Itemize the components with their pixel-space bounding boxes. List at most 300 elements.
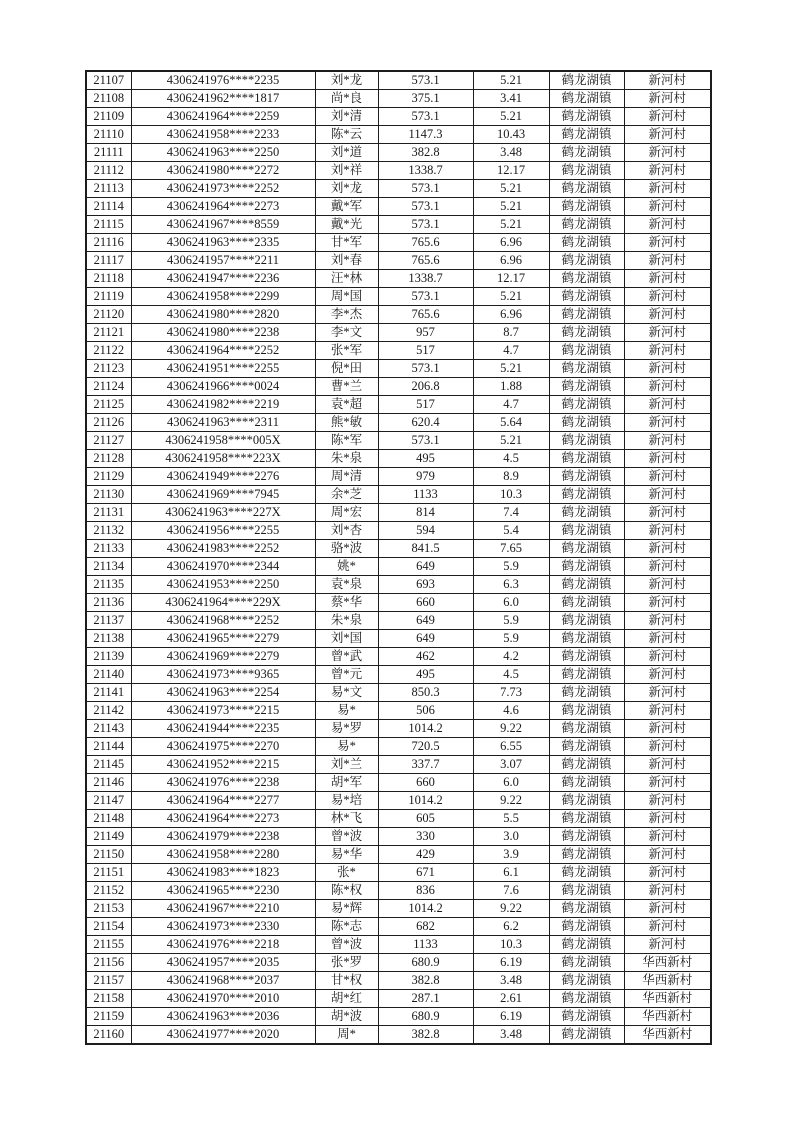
name-cell: 刘*国 xyxy=(315,630,378,648)
value1-cell: 573.1 xyxy=(378,216,473,234)
value1-cell: 382.8 xyxy=(378,972,473,990)
row-number-cell: 21158 xyxy=(86,990,131,1008)
name-cell: 李*文 xyxy=(315,324,378,342)
value2-cell: 3.48 xyxy=(473,1026,549,1045)
id-number-cell: 4306241949****2276 xyxy=(131,468,315,486)
value1-cell: 1338.7 xyxy=(378,162,473,180)
village-cell: 新河村 xyxy=(624,756,711,774)
value2-cell: 6.96 xyxy=(473,252,549,270)
value1-cell: 206.8 xyxy=(378,378,473,396)
town-cell: 鹤龙湖镇 xyxy=(549,576,624,594)
row-number-cell: 21152 xyxy=(86,882,131,900)
value2-cell: 5.21 xyxy=(473,360,549,378)
value1-cell: 337.7 xyxy=(378,756,473,774)
town-cell: 鹤龙湖镇 xyxy=(549,612,624,630)
id-number-cell: 4306241967****2210 xyxy=(131,900,315,918)
village-cell: 新河村 xyxy=(624,144,711,162)
value1-cell: 1133 xyxy=(378,486,473,504)
table-row xyxy=(86,594,711,612)
value2-cell: 5.21 xyxy=(473,198,549,216)
town-cell: 鹤龙湖镇 xyxy=(549,702,624,720)
town-cell: 鹤龙湖镇 xyxy=(549,954,624,972)
value2-cell: 6.1 xyxy=(473,864,549,882)
village-cell: 新河村 xyxy=(624,828,711,846)
table-row xyxy=(86,486,711,504)
village-cell: 新河村 xyxy=(624,630,711,648)
town-cell: 鹤龙湖镇 xyxy=(549,900,624,918)
id-number-cell: 4306241964****2277 xyxy=(131,792,315,810)
town-cell: 鹤龙湖镇 xyxy=(549,918,624,936)
name-cell: 朱*泉 xyxy=(315,612,378,630)
town-cell: 鹤龙湖镇 xyxy=(549,396,624,414)
row-number-cell: 21113 xyxy=(86,180,131,198)
value2-cell: 4.5 xyxy=(473,666,549,684)
value2-cell: 10.43 xyxy=(473,126,549,144)
village-cell: 新河村 xyxy=(624,90,711,108)
village-cell: 新河村 xyxy=(624,180,711,198)
table-row xyxy=(86,864,711,882)
town-cell: 鹤龙湖镇 xyxy=(549,1026,624,1045)
village-cell: 新河村 xyxy=(624,882,711,900)
value2-cell: 5.21 xyxy=(473,432,549,450)
row-number-cell: 21143 xyxy=(86,720,131,738)
value1-cell: 382.8 xyxy=(378,1026,473,1045)
table-row xyxy=(86,234,711,252)
town-cell: 鹤龙湖镇 xyxy=(549,288,624,306)
name-cell: 曾*元 xyxy=(315,666,378,684)
value1-cell: 1014.2 xyxy=(378,900,473,918)
village-cell: 新河村 xyxy=(624,342,711,360)
id-number-cell: 4306241980****2820 xyxy=(131,306,315,324)
id-number-cell: 4306241958****2233 xyxy=(131,126,315,144)
value2-cell: 5.21 xyxy=(473,108,549,126)
id-number-cell: 4306241964****2252 xyxy=(131,342,315,360)
village-cell: 新河村 xyxy=(624,684,711,702)
name-cell: 易* xyxy=(315,738,378,756)
town-cell: 鹤龙湖镇 xyxy=(549,216,624,234)
value1-cell: 671 xyxy=(378,864,473,882)
village-cell: 新河村 xyxy=(624,774,711,792)
table-row xyxy=(86,504,711,522)
name-cell: 刘*龙 xyxy=(315,71,378,90)
row-number-cell: 21109 xyxy=(86,108,131,126)
value2-cell: 3.41 xyxy=(473,90,549,108)
row-number-cell: 21122 xyxy=(86,342,131,360)
table-row xyxy=(86,414,711,432)
id-number-cell: 4306241963****227X xyxy=(131,504,315,522)
id-number-cell: 4306241973****2330 xyxy=(131,918,315,936)
town-cell: 鹤龙湖镇 xyxy=(549,792,624,810)
town-cell: 鹤龙湖镇 xyxy=(549,684,624,702)
value1-cell: 620.4 xyxy=(378,414,473,432)
row-number-cell: 21107 xyxy=(86,71,131,90)
village-cell: 新河村 xyxy=(624,486,711,504)
id-number-cell: 4306241963****2335 xyxy=(131,234,315,252)
name-cell: 张*罗 xyxy=(315,954,378,972)
town-cell: 鹤龙湖镇 xyxy=(549,666,624,684)
town-cell: 鹤龙湖镇 xyxy=(549,198,624,216)
row-number-cell: 21138 xyxy=(86,630,131,648)
value1-cell: 429 xyxy=(378,846,473,864)
table-row xyxy=(86,756,711,774)
table-row xyxy=(86,90,711,108)
town-cell: 鹤龙湖镇 xyxy=(549,342,624,360)
value1-cell: 287.1 xyxy=(378,990,473,1008)
value2-cell: 3.48 xyxy=(473,972,549,990)
row-number-cell: 21139 xyxy=(86,648,131,666)
name-cell: 戴*军 xyxy=(315,198,378,216)
village-cell: 新河村 xyxy=(624,252,711,270)
name-cell: 易* xyxy=(315,702,378,720)
value1-cell: 517 xyxy=(378,396,473,414)
name-cell: 尚*良 xyxy=(315,90,378,108)
name-cell: 骆*波 xyxy=(315,540,378,558)
row-number-cell: 21141 xyxy=(86,684,131,702)
value2-cell: 6.19 xyxy=(473,954,549,972)
village-cell: 新河村 xyxy=(624,468,711,486)
value2-cell: 5.9 xyxy=(473,630,549,648)
id-number-cell: 4306241963****2254 xyxy=(131,684,315,702)
village-cell: 新河村 xyxy=(624,270,711,288)
value1-cell: 1147.3 xyxy=(378,126,473,144)
id-number-cell: 4306241956****2255 xyxy=(131,522,315,540)
name-cell: 胡*红 xyxy=(315,990,378,1008)
value1-cell: 680.9 xyxy=(378,1008,473,1026)
records-table xyxy=(85,70,712,1045)
village-cell: 新河村 xyxy=(624,108,711,126)
name-cell: 周*国 xyxy=(315,288,378,306)
value2-cell: 4.2 xyxy=(473,648,549,666)
table-row xyxy=(86,108,711,126)
value2-cell: 7.65 xyxy=(473,540,549,558)
value2-cell: 6.0 xyxy=(473,774,549,792)
value2-cell: 12.17 xyxy=(473,162,549,180)
row-number-cell: 21131 xyxy=(86,504,131,522)
table-row xyxy=(86,360,711,378)
table-row xyxy=(86,900,711,918)
row-number-cell: 21125 xyxy=(86,396,131,414)
town-cell: 鹤龙湖镇 xyxy=(549,71,624,90)
value2-cell: 4.6 xyxy=(473,702,549,720)
value2-cell: 7.6 xyxy=(473,882,549,900)
id-number-cell: 4306241958****2280 xyxy=(131,846,315,864)
id-number-cell: 4306241976****2235 xyxy=(131,71,315,90)
name-cell: 易*培 xyxy=(315,792,378,810)
name-cell: 曾*武 xyxy=(315,648,378,666)
row-number-cell: 21116 xyxy=(86,234,131,252)
table-row xyxy=(86,630,711,648)
name-cell: 曹*兰 xyxy=(315,378,378,396)
village-cell: 新河村 xyxy=(624,198,711,216)
name-cell: 刘*兰 xyxy=(315,756,378,774)
value2-cell: 9.22 xyxy=(473,900,549,918)
row-number-cell: 21133 xyxy=(86,540,131,558)
value1-cell: 660 xyxy=(378,774,473,792)
value1-cell: 814 xyxy=(378,504,473,522)
id-number-cell: 4306241951****2255 xyxy=(131,360,315,378)
id-number-cell: 4306241963****2311 xyxy=(131,414,315,432)
village-cell: 新河村 xyxy=(624,306,711,324)
id-number-cell: 4306241963****2036 xyxy=(131,1008,315,1026)
row-number-cell: 21135 xyxy=(86,576,131,594)
table-row xyxy=(86,396,711,414)
name-cell: 周*宏 xyxy=(315,504,378,522)
row-number-cell: 21136 xyxy=(86,594,131,612)
row-number-cell: 21111 xyxy=(86,144,131,162)
id-number-cell: 4306241965****2279 xyxy=(131,630,315,648)
row-number-cell: 21145 xyxy=(86,756,131,774)
town-cell: 鹤龙湖镇 xyxy=(549,468,624,486)
town-cell: 鹤龙湖镇 xyxy=(549,270,624,288)
table-row xyxy=(86,306,711,324)
name-cell: 胡*军 xyxy=(315,774,378,792)
id-number-cell: 4306241957****2035 xyxy=(131,954,315,972)
id-number-cell: 4306241963****2250 xyxy=(131,144,315,162)
table-row xyxy=(86,432,711,450)
name-cell: 周*清 xyxy=(315,468,378,486)
records-table-body xyxy=(86,71,711,1044)
value2-cell: 6.19 xyxy=(473,1008,549,1026)
value2-cell: 3.07 xyxy=(473,756,549,774)
table-row xyxy=(86,1008,711,1026)
village-cell: 新河村 xyxy=(624,864,711,882)
town-cell: 鹤龙湖镇 xyxy=(549,504,624,522)
name-cell: 戴*光 xyxy=(315,216,378,234)
value1-cell: 506 xyxy=(378,702,473,720)
id-number-cell: 4306241964****229X xyxy=(131,594,315,612)
name-cell: 陈*军 xyxy=(315,432,378,450)
village-cell: 新河村 xyxy=(624,234,711,252)
name-cell: 刘*道 xyxy=(315,144,378,162)
town-cell: 鹤龙湖镇 xyxy=(549,90,624,108)
value2-cell: 5.4 xyxy=(473,522,549,540)
table-row xyxy=(86,846,711,864)
village-cell: 华西新村 xyxy=(624,1026,711,1045)
table-row xyxy=(86,144,711,162)
table-row xyxy=(86,522,711,540)
village-cell: 新河村 xyxy=(624,810,711,828)
name-cell: 周* xyxy=(315,1026,378,1045)
village-cell: 华西新村 xyxy=(624,990,711,1008)
village-cell: 新河村 xyxy=(624,71,711,90)
row-number-cell: 21157 xyxy=(86,972,131,990)
name-cell: 倪*田 xyxy=(315,360,378,378)
value2-cell: 10.3 xyxy=(473,486,549,504)
table-row xyxy=(86,378,711,396)
value1-cell: 573.1 xyxy=(378,288,473,306)
value2-cell: 1.88 xyxy=(473,378,549,396)
row-number-cell: 21142 xyxy=(86,702,131,720)
table-row xyxy=(86,936,711,954)
village-cell: 新河村 xyxy=(624,288,711,306)
value1-cell: 765.6 xyxy=(378,252,473,270)
value1-cell: 680.9 xyxy=(378,954,473,972)
value1-cell: 573.1 xyxy=(378,360,473,378)
row-number-cell: 21117 xyxy=(86,252,131,270)
name-cell: 李*杰 xyxy=(315,306,378,324)
village-cell: 新河村 xyxy=(624,648,711,666)
table-row xyxy=(86,990,711,1008)
row-number-cell: 21150 xyxy=(86,846,131,864)
town-cell: 鹤龙湖镇 xyxy=(549,810,624,828)
value1-cell: 649 xyxy=(378,630,473,648)
id-number-cell: 4306241968****2037 xyxy=(131,972,315,990)
table-row xyxy=(86,540,711,558)
name-cell: 蔡*华 xyxy=(315,594,378,612)
value2-cell: 6.3 xyxy=(473,576,549,594)
town-cell: 鹤龙湖镇 xyxy=(549,432,624,450)
table-row xyxy=(86,774,711,792)
id-number-cell: 4306241953****2250 xyxy=(131,576,315,594)
name-cell: 陈*权 xyxy=(315,882,378,900)
id-number-cell: 4306241958****223X xyxy=(131,450,315,468)
id-number-cell: 4306241970****2010 xyxy=(131,990,315,1008)
value1-cell: 1133 xyxy=(378,936,473,954)
name-cell: 张* xyxy=(315,864,378,882)
id-number-cell: 4306241970****2344 xyxy=(131,558,315,576)
value1-cell: 841.5 xyxy=(378,540,473,558)
table-row xyxy=(86,972,711,990)
town-cell: 鹤龙湖镇 xyxy=(549,450,624,468)
id-number-cell: 4306241968****2252 xyxy=(131,612,315,630)
value1-cell: 462 xyxy=(378,648,473,666)
id-number-cell: 4306241958****005X xyxy=(131,432,315,450)
value2-cell: 4.7 xyxy=(473,396,549,414)
village-cell: 华西新村 xyxy=(624,1008,711,1026)
name-cell: 易*文 xyxy=(315,684,378,702)
village-cell: 新河村 xyxy=(624,414,711,432)
name-cell: 曾*波 xyxy=(315,936,378,954)
id-number-cell: 4306241966****0024 xyxy=(131,378,315,396)
value2-cell: 10.3 xyxy=(473,936,549,954)
town-cell: 鹤龙湖镇 xyxy=(549,252,624,270)
name-cell: 朱*泉 xyxy=(315,450,378,468)
table-row xyxy=(86,342,711,360)
town-cell: 鹤龙湖镇 xyxy=(549,846,624,864)
village-cell: 新河村 xyxy=(624,918,711,936)
name-cell: 袁*超 xyxy=(315,396,378,414)
row-number-cell: 21128 xyxy=(86,450,131,468)
id-number-cell: 4306241962****1817 xyxy=(131,90,315,108)
row-number-cell: 21110 xyxy=(86,126,131,144)
table-row xyxy=(86,558,711,576)
village-cell: 新河村 xyxy=(624,900,711,918)
value1-cell: 836 xyxy=(378,882,473,900)
value1-cell: 573.1 xyxy=(378,180,473,198)
village-cell: 新河村 xyxy=(624,738,711,756)
name-cell: 汪*林 xyxy=(315,270,378,288)
village-cell: 新河村 xyxy=(624,162,711,180)
value1-cell: 682 xyxy=(378,918,473,936)
town-cell: 鹤龙湖镇 xyxy=(549,774,624,792)
value1-cell: 720.5 xyxy=(378,738,473,756)
village-cell: 华西新村 xyxy=(624,972,711,990)
value1-cell: 660 xyxy=(378,594,473,612)
name-cell: 甘*权 xyxy=(315,972,378,990)
value1-cell: 517 xyxy=(378,342,473,360)
town-cell: 鹤龙湖镇 xyxy=(549,864,624,882)
value1-cell: 649 xyxy=(378,558,473,576)
value2-cell: 6.96 xyxy=(473,306,549,324)
row-number-cell: 21151 xyxy=(86,864,131,882)
id-number-cell: 4306241979****2238 xyxy=(131,828,315,846)
id-number-cell: 4306241973****2215 xyxy=(131,702,315,720)
town-cell: 鹤龙湖镇 xyxy=(549,414,624,432)
value1-cell: 649 xyxy=(378,612,473,630)
value2-cell: 7.4 xyxy=(473,504,549,522)
village-cell: 华西新村 xyxy=(624,954,711,972)
id-number-cell: 4306241980****2238 xyxy=(131,324,315,342)
row-number-cell: 21118 xyxy=(86,270,131,288)
value2-cell: 5.21 xyxy=(473,180,549,198)
table-row xyxy=(86,71,711,90)
village-cell: 新河村 xyxy=(624,324,711,342)
name-cell: 刘*春 xyxy=(315,252,378,270)
id-number-cell: 4306241980****2272 xyxy=(131,162,315,180)
value1-cell: 765.6 xyxy=(378,234,473,252)
town-cell: 鹤龙湖镇 xyxy=(549,630,624,648)
table-row xyxy=(86,720,711,738)
value2-cell: 6.55 xyxy=(473,738,549,756)
row-number-cell: 21137 xyxy=(86,612,131,630)
table-row xyxy=(86,450,711,468)
value2-cell: 5.64 xyxy=(473,414,549,432)
name-cell: 刘*清 xyxy=(315,108,378,126)
value2-cell: 4.5 xyxy=(473,450,549,468)
row-number-cell: 21132 xyxy=(86,522,131,540)
value1-cell: 693 xyxy=(378,576,473,594)
table-row xyxy=(86,576,711,594)
town-cell: 鹤龙湖镇 xyxy=(549,756,624,774)
name-cell: 张*军 xyxy=(315,342,378,360)
value2-cell: 8.9 xyxy=(473,468,549,486)
town-cell: 鹤龙湖镇 xyxy=(549,306,624,324)
name-cell: 易*辉 xyxy=(315,900,378,918)
value2-cell: 3.48 xyxy=(473,144,549,162)
value2-cell: 5.21 xyxy=(473,71,549,90)
village-cell: 新河村 xyxy=(624,666,711,684)
value1-cell: 850.3 xyxy=(378,684,473,702)
value2-cell: 8.7 xyxy=(473,324,549,342)
name-cell: 刘*祥 xyxy=(315,162,378,180)
table-row xyxy=(86,828,711,846)
value2-cell: 5.5 xyxy=(473,810,549,828)
town-cell: 鹤龙湖镇 xyxy=(549,828,624,846)
id-number-cell: 4306241976****2218 xyxy=(131,936,315,954)
table-row xyxy=(86,252,711,270)
village-cell: 新河村 xyxy=(624,450,711,468)
name-cell: 熊*敏 xyxy=(315,414,378,432)
row-number-cell: 21127 xyxy=(86,432,131,450)
table-row xyxy=(86,126,711,144)
row-number-cell: 21160 xyxy=(86,1026,131,1045)
name-cell: 刘*龙 xyxy=(315,180,378,198)
village-cell: 新河村 xyxy=(624,576,711,594)
town-cell: 鹤龙湖镇 xyxy=(549,234,624,252)
table-row xyxy=(86,270,711,288)
value1-cell: 573.1 xyxy=(378,198,473,216)
town-cell: 鹤龙湖镇 xyxy=(549,936,624,954)
value1-cell: 382.8 xyxy=(378,144,473,162)
value2-cell: 3.0 xyxy=(473,828,549,846)
town-cell: 鹤龙湖镇 xyxy=(549,972,624,990)
value1-cell: 375.1 xyxy=(378,90,473,108)
town-cell: 鹤龙湖镇 xyxy=(549,558,624,576)
table-row xyxy=(86,180,711,198)
id-number-cell: 4306241969****2279 xyxy=(131,648,315,666)
value2-cell: 5.9 xyxy=(473,612,549,630)
id-number-cell: 4306241965****2230 xyxy=(131,882,315,900)
